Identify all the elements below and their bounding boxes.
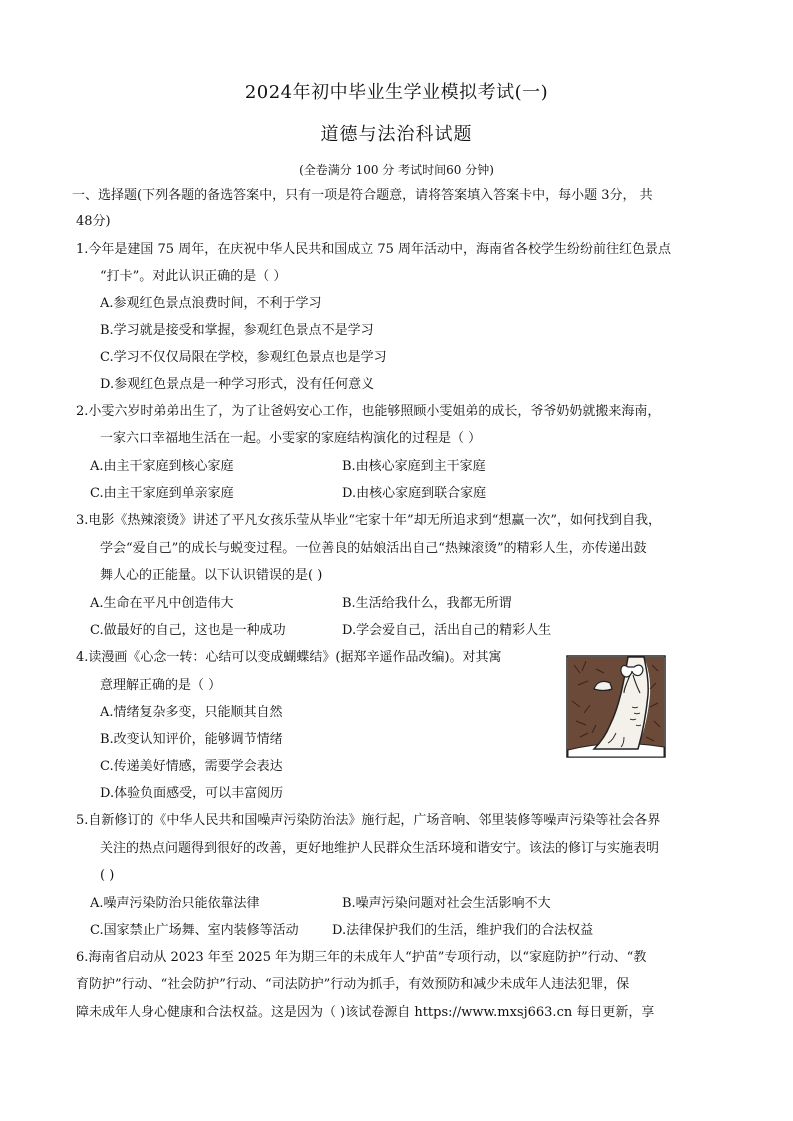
q6-stem-cont: 育防护”行动、“社会防护”行动、“司法防护”行动为抓手，有效预防和减少未成年人违法犯罪，保: [76, 977, 630, 992]
cartoon-tree-bow-image: [566, 655, 666, 758]
q1-option-c: C.学习不仅仅局限在学校，参观红色景点也是学习: [100, 350, 387, 365]
q5-option-c: C.国家禁止广场舞、室内装修等活动: [90, 923, 299, 938]
q5-stem: 5.自新修订的《中华人民共和国噪声污染防治法》施行起，广场音响、邻里装修等噪声污染等社会各界: [76, 813, 661, 828]
q1-stem-cont: “打卡”。对此认识正确的是（ ）: [100, 269, 287, 284]
q3-stem: 3.电影《热辣滚烫》讲述了平凡女孩乐莹从毕业“宅家十年”却无所追求到“想赢一次”，如何找到自我，: [76, 513, 661, 528]
exam-subtitle: (全卷满分 100 分 考试时间60 分钟): [299, 163, 494, 177]
q3-stem-cont: 学会“爱自己”的成长与蜕变过程。一位善良的姑娘活出自己“热辣滚烫”的精彩人生，亦传递出鼓: [100, 541, 647, 556]
q3-option-d: D.学会爱自己，活出自己的精彩人生: [342, 623, 552, 638]
q2-option-c: C.由主干家庭到单亲家庭: [90, 486, 234, 501]
q2-option-b: B.由核心家庭到主干家庭: [342, 459, 486, 474]
exam-subject: 道德与法治科试题: [320, 124, 473, 145]
exam-title: 2024年初中毕业生学业模拟考试(一): [244, 82, 549, 103]
q1-option-a: A.参观红色景点浪费时间，不利于学习: [100, 296, 322, 311]
q4-option-d: D.体验负面感受，可以丰富阅历: [100, 786, 284, 801]
q2-option-d: D.由核心家庭到联合家庭: [342, 486, 487, 501]
q5-option-d: D.法律保护我们的生活，维护我们的合法权益: [332, 923, 594, 938]
q2-stem-cont: 一家六口幸福地生活在一起。小雯家的家庭结构演化的过程是（ ）: [100, 431, 482, 446]
q6-stem-cont2: 障未成年人身心健康和合法权益。这是因为（ )该试卷源自 https://www.mxsj663.cn 每日更新，享: [76, 1005, 655, 1020]
q2-stem: 2.小雯六岁时弟弟出生了，为了让爸妈安心工作，也能够照顾小雯姐弟的成长，爷爷奶奶就搬来海南，: [76, 404, 661, 419]
q3-option-b: B.生活给我什么，我都无所谓: [342, 596, 512, 611]
q5-stem-cont2: ( ): [100, 868, 115, 883]
q4-option-c: C.传递美好情感，需要学会表达: [100, 759, 283, 774]
q1-stem: 1.今年是建国 75 周年，在庆祝中华人民共和国成立 75 周年活动中，海南省各校学生纷纷前往红色景点: [76, 242, 672, 257]
q4-option-a: A.情绪复杂多变，只能顺其自然: [100, 705, 283, 720]
section-instructions: 一、选择题(下列各题的备选答案中，只有一项是符合题意，请将答案填入答案卡中，每小题 3分， 共: [72, 188, 653, 203]
q6-stem: 6.海南省启动从 2023 年至 2025 年为期三年的未成年人“护苗”专项行动，以“家庭防护”行动、“教: [76, 950, 647, 965]
q3-option-a: A.生命在平凡中创造伟大: [90, 596, 234, 611]
q3-option-c: C.做最好的自己，这也是一种成功: [90, 623, 286, 638]
q4-stem: 4.读漫画《心念一转：心结可以变成蝴蝶结》(据郑辛遥作品改编)。对其寓: [76, 650, 502, 665]
q3-stem-cont2: 舞人心的正能量。以下认识错误的是( ): [100, 568, 323, 583]
q1-option-d: D.参观红色景点是一种学习形式，没有任何意义: [100, 377, 375, 392]
q4-stem-cont: 意理解正确的是（ ）: [100, 678, 222, 693]
q4-option-b: B.改变认知评价，能够调节情绪: [100, 732, 283, 747]
q5-stem-cont: 关注的热点问题得到很好的改善，更好地维护人民群众生活环境和谐安宁。该法的修订与实施表明: [100, 841, 660, 856]
q5-option-b: B.噪声污染问题对社会生活影响不大: [342, 896, 551, 911]
q5-option-a: A.噪声污染防治只能依靠法律: [90, 896, 260, 911]
q2-option-a: A.由主干家庭到核心家庭: [90, 459, 234, 474]
q1-option-b: B.学习就是接受和掌握，参观红色景点不是学习: [100, 323, 374, 338]
section-instructions-cont: 48分): [76, 214, 111, 229]
